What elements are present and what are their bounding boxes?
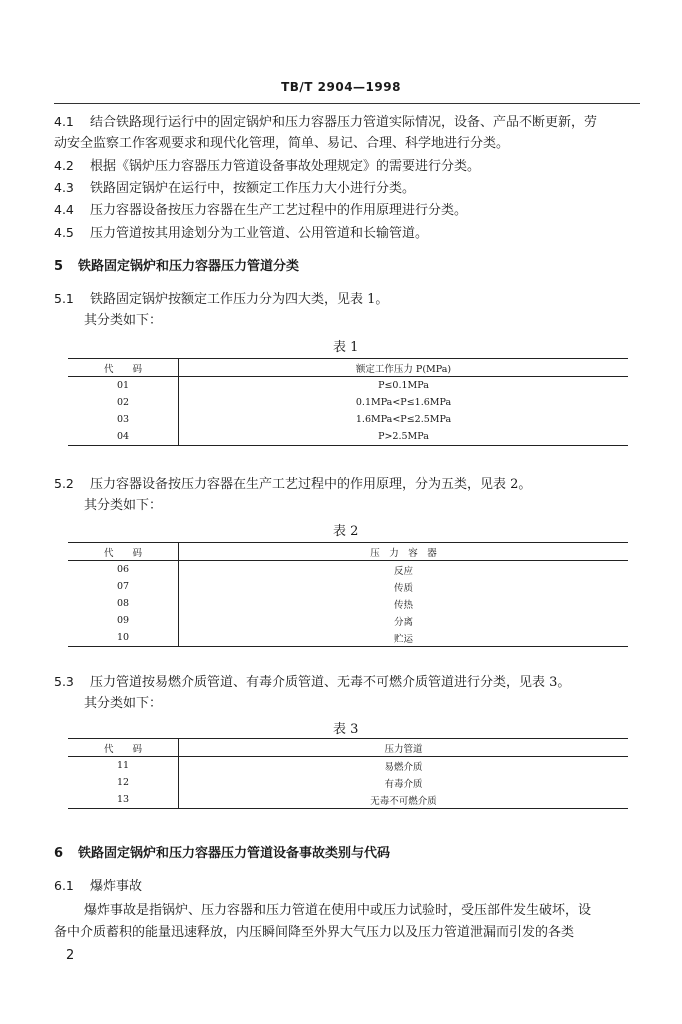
cell-value: P>2.5MPa <box>378 431 429 442</box>
table-3 <box>68 738 628 809</box>
table-header-row <box>68 739 628 757</box>
clause-4-3 <box>54 180 640 197</box>
table-3-caption: 表 3 <box>333 722 359 737</box>
clause-number: 5.2 <box>54 476 74 491</box>
clause-5-1-sub: 其分类如下： <box>84 313 163 328</box>
section-title: 铁路固定锅炉和压力容器压力管道设备事故类别与代码 <box>78 846 391 861</box>
cell-value: 传热 <box>393 599 413 611</box>
clause-text: 压力容器设备按压力容器在生产工艺过程中的作用原理进行分类。 <box>90 203 468 218</box>
cell-code: 08 <box>68 595 179 612</box>
clause-number: 4.2 <box>54 158 74 173</box>
clause-number: 6.1 <box>54 878 74 893</box>
table-row <box>68 774 628 791</box>
cell-code: 09 <box>68 612 179 629</box>
cell-code: 02 <box>68 394 179 411</box>
table-2 <box>68 542 628 647</box>
table-2-caption: 表 2 <box>333 524 359 539</box>
cell-code: 01 <box>68 377 179 395</box>
clause-number: 4.1 <box>54 114 74 129</box>
clause-4-1-continued: 动安全监察工作客观要求和现代化管理，简单、易记、合理、科学地进行分类。 <box>54 136 510 151</box>
clause-5-3-sub: 其分类如下： <box>84 696 163 711</box>
clause-5-3 <box>54 674 640 691</box>
table-header-value: 额定工作压力 P(MPa) <box>179 359 629 377</box>
section-number: 6 <box>54 846 64 861</box>
table-row <box>68 411 628 428</box>
clause-6-1 <box>54 878 640 895</box>
cell-value: 易燃介质 <box>384 761 423 773</box>
clause-text: 根据《锅炉压力容器压力管道设备事故处理规定》的需要进行分类。 <box>90 159 481 174</box>
table-header-value: 压力管道 <box>179 739 629 757</box>
cell-code: 13 <box>68 791 179 809</box>
table-header-value: 压 力 容 器 <box>179 543 629 561</box>
table-row <box>68 612 628 629</box>
table-row <box>68 377 628 395</box>
clause-text: 结合铁路现行运行中的固定锅炉和压力容器压力管道实际情况，设备、产品不断更新，劳 <box>90 115 598 130</box>
page-number: 2 <box>66 948 75 963</box>
clause-text: 铁路固定锅炉按额定工作压力分为四大类，见表 1。 <box>90 292 389 307</box>
clause-4-4 <box>54 202 640 219</box>
clause-text: 压力管道按易燃介质管道、有毒介质管道、无毒不可燃介质管道进行分类，见表 3。 <box>90 675 571 690</box>
table-header-code: 代 码 <box>68 359 179 377</box>
clause-number: 4.5 <box>54 225 74 240</box>
section-title: 铁路固定锅炉和压力容器压力管道分类 <box>78 259 300 274</box>
standard-code-header: TB/T 2904—1998 <box>281 80 401 94</box>
cell-code: 12 <box>68 774 179 791</box>
cell-value: 无毒不可燃介质 <box>370 795 437 807</box>
table-row <box>68 428 628 446</box>
table-1 <box>68 358 628 446</box>
clause-4-5 <box>54 225 640 242</box>
cell-value: 分离 <box>393 616 413 628</box>
table-row <box>68 791 628 809</box>
table-row <box>68 394 628 411</box>
clause-text: 压力管道按其用途划分为工业管道、公用管道和长输管道。 <box>90 226 429 241</box>
cell-value: 反应 <box>393 565 413 577</box>
table-row <box>68 595 628 612</box>
table-row <box>68 561 628 579</box>
clause-title: 爆炸事故 <box>90 879 143 894</box>
cell-value: 0.1MPa<P≤1.6MPa <box>355 397 452 408</box>
table-header-row <box>68 359 628 377</box>
cell-code: 11 <box>68 757 179 775</box>
table-header-row <box>68 543 628 561</box>
cell-code: 07 <box>68 578 179 595</box>
table-row <box>68 757 628 775</box>
section-6-heading <box>54 846 640 862</box>
paragraph-line-1: 爆炸事故是指锅炉、压力容器和压力管道在使用中或压力试验时，受压部件发生破坏，设 <box>84 903 592 918</box>
clause-number: 5.3 <box>54 674 74 689</box>
cell-code: 04 <box>68 428 179 446</box>
clause-number: 4.4 <box>54 202 74 217</box>
clause-text: 铁路固定锅炉在运行中，按额定工作压力大小进行分类。 <box>90 181 416 196</box>
clause-5-2-sub: 其分类如下： <box>84 498 163 513</box>
cell-value: 有毒介质 <box>384 778 423 790</box>
cell-code: 03 <box>68 411 179 428</box>
clause-number: 4.3 <box>54 180 74 195</box>
header-rule <box>54 103 640 104</box>
cell-value: 贮运 <box>393 633 413 645</box>
clause-number: 5.1 <box>54 291 74 306</box>
cell-value: P≤0.1MPa <box>378 380 429 391</box>
clause-text: 压力容器设备按压力容器在生产工艺过程中的作用原理，分为五类，见表 2。 <box>90 477 532 492</box>
clause-5-1 <box>54 291 640 308</box>
table-header-code: 代 码 <box>68 739 179 757</box>
table-1-caption: 表 1 <box>333 340 359 355</box>
table-row <box>68 578 628 595</box>
clause-4-2 <box>54 158 640 175</box>
section-5-heading <box>54 259 640 275</box>
table-row <box>68 629 628 647</box>
cell-code: 10 <box>68 629 179 647</box>
cell-code: 06 <box>68 561 179 579</box>
clause-5-2 <box>54 476 640 493</box>
section-number: 5 <box>54 259 64 274</box>
cell-value: 传质 <box>393 582 413 594</box>
clause-4-1 <box>54 114 640 131</box>
paragraph-line-2: 备中介质蓄积的能量迅速释放，内压瞬间降至外界大气压力以及压力管道泄漏而引发的各类 <box>54 925 575 940</box>
cell-value: 1.6MPa<P≤2.5MPa <box>355 414 452 425</box>
table-header-code: 代 码 <box>68 543 179 561</box>
